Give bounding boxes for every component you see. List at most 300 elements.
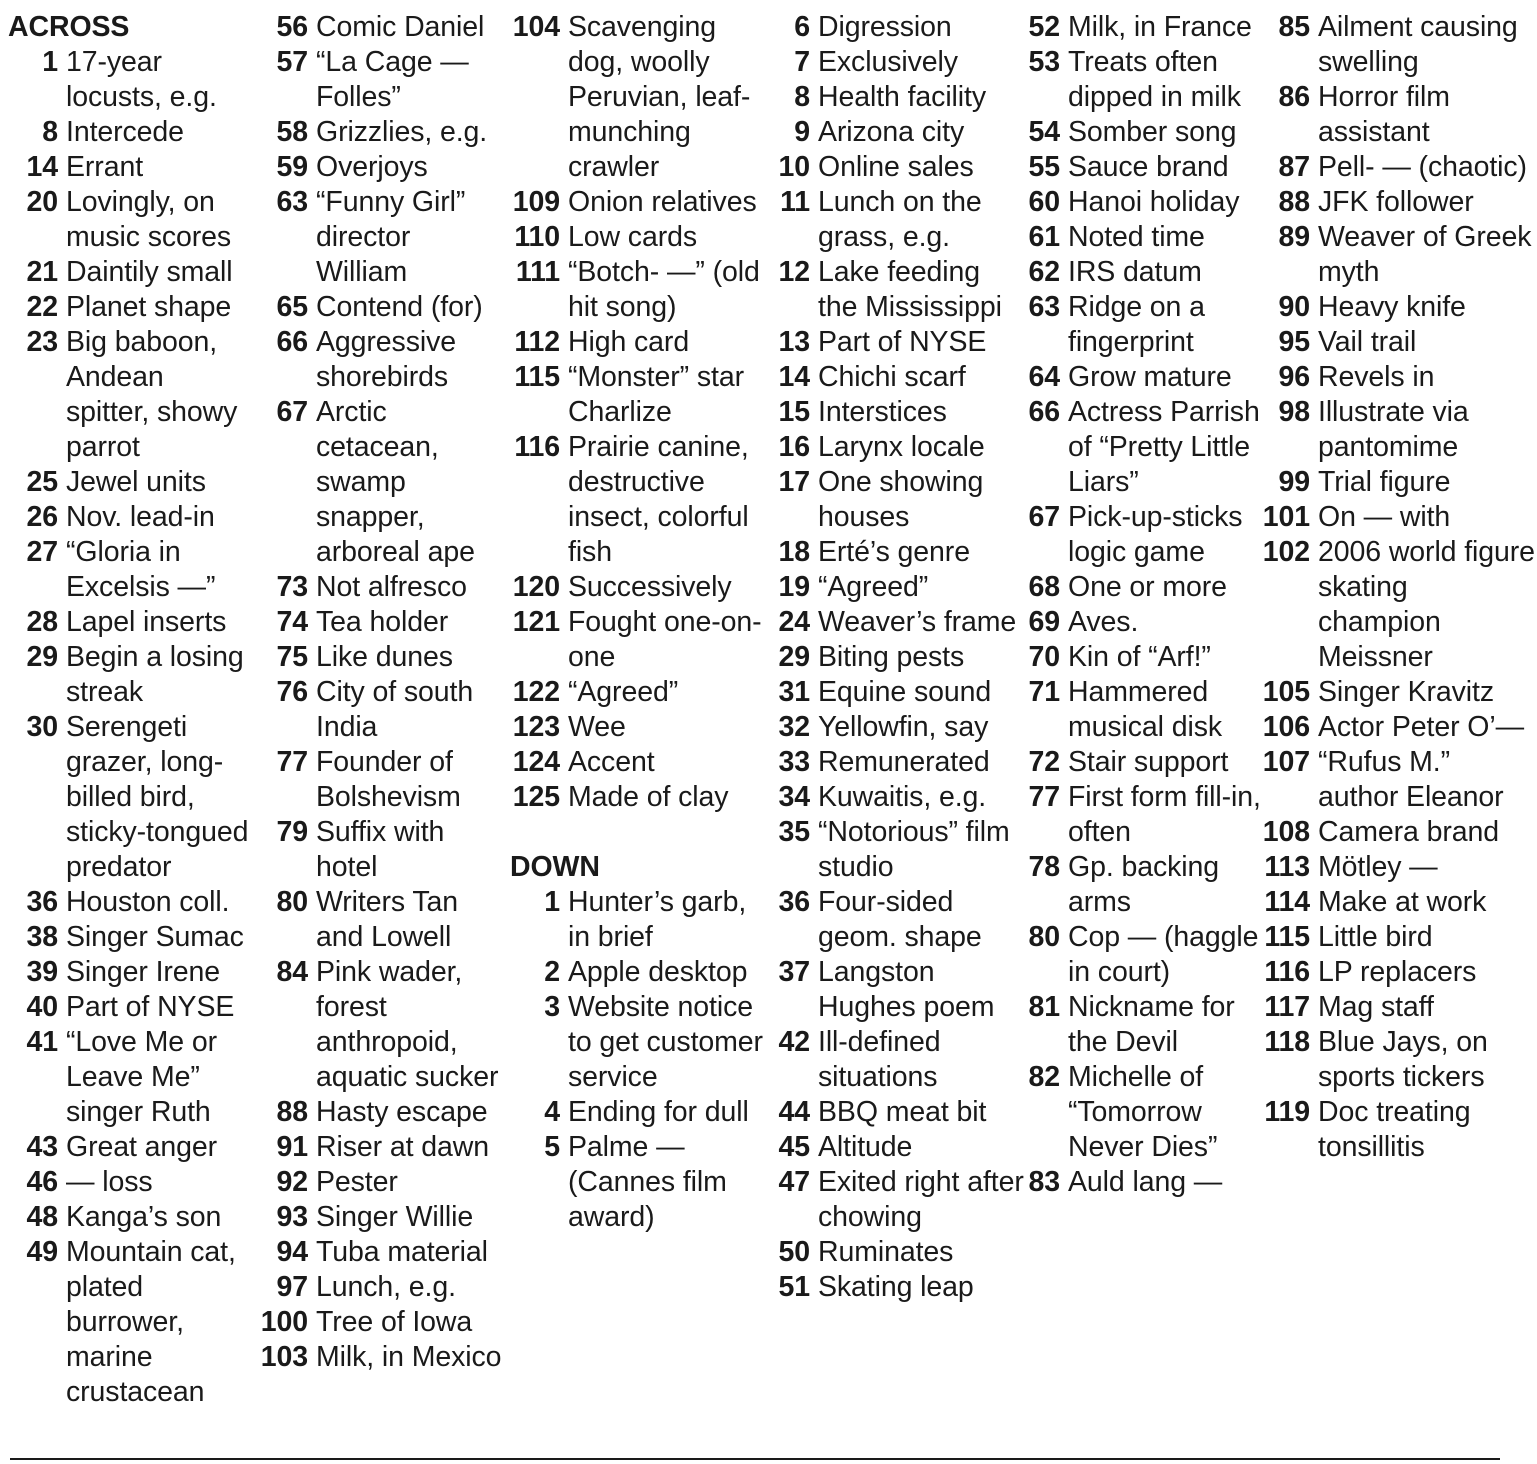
clue-number: 119 (1264, 1096, 1310, 1128)
clue-number: 21 (26, 256, 58, 288)
across-clue (8, 1130, 253, 1165)
clue-text: Intercede (66, 116, 184, 148)
across-clue (510, 10, 772, 185)
across-clue (8, 955, 253, 990)
clue-text: Prairie canine, destructive insect, colorful fish (568, 431, 749, 568)
clue-text: First form fill-in, often (1068, 781, 1261, 848)
down-clue (776, 1025, 1026, 1095)
down-clue (776, 780, 1026, 815)
down-clue (776, 710, 1026, 745)
clue-number: 69 (1028, 606, 1060, 638)
clue-text: Kin of “Arf!” (1068, 641, 1211, 673)
clue-text: High card (568, 326, 690, 358)
down-clue (510, 955, 772, 990)
clue-text: Milk, in France (1068, 11, 1252, 43)
across-clue (258, 675, 508, 745)
clue-number: 105 (1262, 676, 1310, 708)
across-clue (8, 45, 253, 115)
clue-number: 40 (26, 991, 58, 1023)
clue-number: 51 (778, 1271, 810, 1303)
down-clue (1262, 220, 1537, 290)
clue-number: 26 (26, 501, 58, 533)
clue-number: 83 (1028, 1166, 1060, 1198)
down-clue (1262, 395, 1537, 465)
clue-text: Fought one-on-one (568, 606, 762, 673)
across-clue (8, 115, 253, 150)
across-clue (258, 395, 508, 570)
clue-column-5 (1024, 10, 1269, 1200)
clue-text: Ruminates (818, 1236, 954, 1268)
clue-text: Overjoys (316, 151, 428, 183)
down-clue (1262, 80, 1537, 150)
down-clue (1262, 465, 1537, 500)
clue-text: Nov. lead-in (66, 501, 215, 533)
clue-text: Pell- — (chaotic) (1318, 151, 1527, 183)
clue-text: Arctic cetacean, swamp snapper, arboreal ape (316, 396, 475, 568)
clue-number: 114 (1264, 886, 1310, 918)
clue-column-3 (510, 10, 772, 1235)
clue-number: 77 (276, 746, 308, 778)
down-clue (1262, 990, 1537, 1025)
across-clue (510, 255, 772, 325)
across-clue (8, 1165, 253, 1200)
clue-text: “Botch- —” (old hit song) (568, 256, 760, 323)
down-clue (1024, 850, 1269, 920)
bottom-divider (10, 1458, 1500, 1460)
clue-text: “Funny Girl” director William (316, 186, 466, 288)
clue-number: 61 (1028, 221, 1060, 253)
clue-number: 54 (1028, 116, 1060, 148)
clue-number: 55 (1028, 151, 1060, 183)
clue-number: 112 (514, 326, 560, 358)
across-clue (258, 745, 508, 815)
across-clue (258, 185, 508, 290)
down-clue (776, 1165, 1026, 1235)
down-clue (776, 570, 1026, 605)
down-clue (1262, 1025, 1537, 1095)
across-clue (258, 115, 508, 150)
clue-number: 123 (512, 711, 560, 743)
across-clue (8, 150, 253, 185)
clue-number: 87 (1278, 151, 1310, 183)
down-clue (1262, 675, 1537, 710)
clue-number: 89 (1278, 221, 1310, 253)
clue-number: 57 (276, 46, 308, 78)
down-clue (776, 185, 1026, 255)
clue-number: 32 (778, 711, 810, 743)
clue-number: 68 (1028, 571, 1060, 603)
down-heading: DOWN (510, 851, 600, 883)
clue-number: 30 (26, 711, 58, 743)
clue-text: Ailment causing swelling (1318, 11, 1518, 78)
clue-text: Wee (568, 711, 626, 743)
down-clue (1262, 850, 1537, 885)
clue-text: Auld lang — (1068, 1166, 1223, 1198)
down-clue (1262, 955, 1537, 990)
clue-text: Tuba material (316, 1236, 488, 1268)
clue-number: 49 (26, 1236, 58, 1268)
clue-column-4 (776, 10, 1026, 1305)
clue-text: Part of NYSE (818, 326, 987, 358)
clue-text: Revels in (1318, 361, 1435, 393)
down-clue (1262, 500, 1537, 535)
down-clue (1024, 605, 1269, 640)
clue-number: 81 (1028, 991, 1060, 1023)
clue-number: 20 (26, 186, 58, 218)
clue-text: Accent (568, 746, 655, 778)
clue-text: Singer Sumac (66, 921, 244, 953)
clue-text: Successively (568, 571, 732, 603)
across-clue (8, 605, 253, 640)
down-clue (776, 745, 1026, 780)
across-clue (8, 465, 253, 500)
across-clue (8, 1025, 253, 1130)
clue-number: 117 (1264, 991, 1310, 1023)
clue-text: Langston Hughes poem (818, 956, 995, 1023)
clue-number: 14 (26, 151, 58, 183)
clue-number: 62 (1028, 256, 1060, 288)
down-clue (1024, 675, 1269, 745)
clue-number: 85 (1278, 11, 1310, 43)
clue-text: One showing houses (818, 466, 984, 533)
clue-number: 31 (778, 676, 810, 708)
clue-number: 115 (514, 361, 560, 393)
clue-text: Errant (66, 151, 144, 183)
clue-text: Heavy knife (1318, 291, 1466, 323)
clue-text: 17-year locusts, e.g. (66, 46, 217, 113)
section-spacer (510, 815, 772, 850)
clue-text: “La Cage — Folles” (316, 46, 469, 113)
across-clue (8, 535, 253, 605)
down-clue (1024, 500, 1269, 570)
clue-number: 4 (544, 1096, 560, 1128)
clue-text: Lunch, e.g. (316, 1271, 456, 1303)
clue-number: 113 (1264, 851, 1310, 883)
across-clue (510, 745, 772, 780)
clue-text: Actor Peter O’— (1318, 711, 1524, 743)
clue-text: Website notice to get customer service (568, 991, 763, 1093)
down-clue (1262, 1095, 1537, 1165)
across-clue (8, 1200, 253, 1235)
clue-number: 79 (276, 816, 308, 848)
across-clue (258, 640, 508, 675)
across-clue (258, 10, 508, 45)
clue-text: Pester (316, 1166, 398, 1198)
clue-text: Weaver of Greek myth (1318, 221, 1532, 288)
clue-text: Serengeti grazer, long-billed bird, sticky-tongued predator (66, 711, 249, 883)
clue-text: Somber song (1068, 116, 1237, 148)
clue-text: Equine sound (818, 676, 992, 708)
down-clue (1024, 115, 1269, 150)
clue-number: 33 (778, 746, 810, 778)
clue-text: Grow mature (1068, 361, 1232, 393)
clue-number: 48 (26, 1201, 58, 1233)
clue-text: Lunch on the grass, e.g. (818, 186, 982, 253)
down-clue (776, 255, 1026, 325)
clue-number: 116 (514, 431, 560, 463)
down-clue (1024, 395, 1269, 500)
across-clue (8, 500, 253, 535)
clue-number: 88 (276, 1096, 308, 1128)
clue-number: 52 (1028, 11, 1060, 43)
down-clue (1024, 745, 1269, 780)
clue-number: 74 (276, 606, 308, 638)
clue-number: 39 (26, 956, 58, 988)
clue-number: 43 (26, 1131, 58, 1163)
clue-text: Begin a losing streak (66, 641, 244, 708)
clue-text: Part of NYSE (66, 991, 235, 1023)
across-clue (510, 360, 772, 430)
clue-text: Arizona city (818, 116, 965, 148)
clue-number: 36 (26, 886, 58, 918)
clue-text: Kuwaitis, e.g. (818, 781, 987, 813)
clue-column-2 (258, 10, 508, 1375)
clue-text: Exited right after chowing (818, 1166, 1024, 1233)
down-clue (1024, 150, 1269, 185)
clue-number: 3 (544, 991, 560, 1023)
down-clue (1024, 45, 1269, 115)
across-clue (258, 885, 508, 955)
clue-number: 67 (276, 396, 308, 428)
across-clue (258, 1165, 508, 1200)
clue-number: 72 (1028, 746, 1060, 778)
clue-text: Mag staff (1318, 991, 1434, 1023)
clue-text: Like dunes (316, 641, 453, 673)
clue-text: Little bird (1318, 921, 1433, 953)
across-clue (8, 1235, 253, 1410)
across-clue (510, 675, 772, 710)
clue-text: “Love Me or Leave Me” singer Ruth (66, 1026, 217, 1128)
clue-number: 60 (1028, 186, 1060, 218)
down-clue (776, 115, 1026, 150)
down-clue (1024, 570, 1269, 605)
clue-text: Onion relatives (568, 186, 757, 218)
clue-text: Interstices (818, 396, 947, 428)
clue-number: 124 (512, 746, 560, 778)
across-clue (510, 220, 772, 255)
clue-number: 101 (1262, 501, 1310, 533)
down-clue (1262, 360, 1537, 395)
clue-number: 63 (1028, 291, 1060, 323)
down-clue (776, 360, 1026, 395)
clue-number: 64 (1028, 361, 1060, 393)
across-clue (258, 605, 508, 640)
clue-text: “Rufus M.” author Eleanor (1318, 746, 1504, 813)
clue-number: 80 (1028, 921, 1060, 953)
across-clue (8, 255, 253, 290)
clue-text: Michelle of “Tomorrow Never Dies” (1068, 1061, 1218, 1163)
clue-text: Hammered musical disk (1068, 676, 1223, 743)
down-clue (510, 885, 772, 955)
clue-text: Ending for dull (568, 1096, 749, 1128)
clue-text: Big baboon, Andean spitter, showy parrot (66, 326, 238, 463)
clue-number: 66 (1028, 396, 1060, 428)
clue-text: Sauce brand (1068, 151, 1229, 183)
clue-number: 92 (276, 1166, 308, 1198)
clue-number: 47 (778, 1166, 810, 1198)
clue-text: City of south India (316, 676, 474, 743)
clue-number: 12 (778, 256, 810, 288)
across-clue (8, 325, 253, 465)
clue-text: Mötley — (1318, 851, 1438, 883)
clue-number: 91 (276, 1131, 308, 1163)
clue-text: Comic Daniel (316, 11, 485, 43)
across-clue (258, 1235, 508, 1270)
clue-text: Writers Tan and Lowell (316, 886, 458, 953)
clue-number: 103 (260, 1341, 308, 1373)
down-clue (776, 605, 1026, 640)
clue-number: 11 (780, 186, 810, 218)
clue-number: 15 (778, 396, 810, 428)
clue-text: “Agreed” (818, 571, 929, 603)
clue-text: Yellowfin, say (818, 711, 989, 743)
clue-number: 82 (1028, 1061, 1060, 1093)
clue-text: Houston coll. (66, 886, 230, 918)
down-clue (776, 80, 1026, 115)
clue-number: 50 (778, 1236, 810, 1268)
clue-number: 8 (794, 81, 810, 113)
clue-number: 27 (26, 536, 58, 568)
clue-text: Lapel inserts (66, 606, 227, 638)
clue-text: Larynx locale (818, 431, 985, 463)
clue-number: 59 (276, 151, 308, 183)
clue-number: 95 (1278, 326, 1310, 358)
clue-text: JFK follower (1318, 186, 1474, 218)
clue-text: LP replacers (1318, 956, 1477, 988)
clue-number: 7 (794, 46, 810, 78)
down-clue (1024, 1060, 1269, 1165)
down-clue (776, 1270, 1026, 1305)
clue-text: Health facility (818, 81, 986, 113)
clue-number: 1 (544, 886, 560, 918)
clue-number: 97 (276, 1271, 308, 1303)
clue-number: 122 (512, 676, 560, 708)
clue-number: 121 (512, 606, 560, 638)
clue-text: Hunter’s garb, in brief (568, 886, 747, 953)
down-clue (1262, 10, 1537, 80)
clue-text: Noted time (1068, 221, 1205, 253)
clue-number: 28 (26, 606, 58, 638)
across-clue (258, 1130, 508, 1165)
down-clue (776, 1235, 1026, 1270)
clue-number: 17 (778, 466, 810, 498)
clue-text: IRS datum (1068, 256, 1202, 288)
clue-text: Mountain cat, plated burrower, marine crustacean (66, 1236, 236, 1408)
clue-text: Erté’s genre (818, 536, 970, 568)
down-clue (510, 1130, 772, 1235)
down-clue (776, 395, 1026, 430)
clue-text: Kanga’s son (66, 1201, 222, 1233)
clue-text: Make at work (1318, 886, 1487, 918)
across-clue (8, 920, 253, 955)
down-clue (776, 430, 1026, 465)
clue-text: Singer Irene (66, 956, 221, 988)
down-clue (1024, 220, 1269, 255)
clue-text: Ill-defined situations (818, 1026, 941, 1093)
down-clue (776, 675, 1026, 710)
down-clue (1024, 640, 1269, 675)
across-clue (258, 1095, 508, 1130)
clue-text: Biting pests (818, 641, 965, 673)
clue-text: Suffix with hotel (316, 816, 445, 883)
clue-number: 1 (42, 46, 58, 78)
down-clue (776, 535, 1026, 570)
clue-number: 110 (514, 221, 560, 253)
clue-number: 37 (778, 956, 810, 988)
clue-text: Treats often dipped in milk (1068, 46, 1241, 113)
down-clue (1024, 10, 1269, 45)
across-clue (258, 1200, 508, 1235)
down-clue (1024, 990, 1269, 1060)
clue-column-1 (8, 10, 253, 1410)
clue-number: 96 (1278, 361, 1310, 393)
down-clue (776, 10, 1026, 45)
across-clue (258, 1340, 508, 1375)
across-clue (258, 815, 508, 885)
across-clue (8, 710, 253, 885)
clue-text: Doc treating tonsillitis (1318, 1096, 1471, 1163)
clue-number: 71 (1028, 676, 1060, 708)
down-clue (1262, 745, 1537, 815)
clue-number: 5 (544, 1131, 560, 1163)
clue-text: Digression (818, 11, 952, 43)
clue-number: 19 (778, 571, 810, 603)
down-clue (1262, 885, 1537, 920)
clue-number: 93 (276, 1201, 308, 1233)
down-clue (776, 640, 1026, 675)
clue-number: 116 (1264, 956, 1310, 988)
clue-text: Apple desktop (568, 956, 748, 988)
clue-number: 111 (515, 256, 560, 288)
clue-number: 29 (26, 641, 58, 673)
down-clue (1024, 780, 1269, 850)
clue-text: 2006 world figure skating champion Meissner (1318, 536, 1535, 673)
across-clue (510, 710, 772, 745)
down-clue (1262, 325, 1537, 360)
clue-text: Ridge on a fingerprint (1068, 291, 1205, 358)
clue-number: 56 (276, 11, 308, 43)
clue-number: 84 (276, 956, 308, 988)
across-clue (258, 570, 508, 605)
down-clue (776, 885, 1026, 955)
across-clue (258, 150, 508, 185)
clue-number: 78 (1028, 851, 1060, 883)
clue-number: 14 (778, 361, 810, 393)
clue-text: Hanoi holiday (1068, 186, 1240, 218)
down-clue (1262, 920, 1537, 955)
clue-text: Daintily small (66, 256, 233, 288)
across-clue (258, 1305, 508, 1340)
clue-text: “Notorious” film studio (818, 816, 1010, 883)
across-clue (8, 185, 253, 255)
clue-number: 90 (1278, 291, 1310, 323)
across-clue (8, 885, 253, 920)
clue-number: 106 (1262, 711, 1310, 743)
clue-number: 125 (512, 781, 560, 813)
clue-number: 6 (794, 11, 810, 43)
clue-text: Chichi scarf (818, 361, 966, 393)
across-clue (510, 325, 772, 360)
down-clue (510, 990, 772, 1095)
clue-text: Lake feeding the Mississippi (818, 256, 1002, 323)
clue-text: Gp. backing arms (1068, 851, 1219, 918)
clue-text: Riser at dawn (316, 1131, 489, 1163)
down-clue (1262, 290, 1537, 325)
clue-text: Jewel units (66, 466, 206, 498)
clue-text: — loss (66, 1166, 153, 1198)
clue-number: 46 (26, 1166, 58, 1198)
clue-text: Palme — (Cannes film award) (568, 1131, 727, 1233)
